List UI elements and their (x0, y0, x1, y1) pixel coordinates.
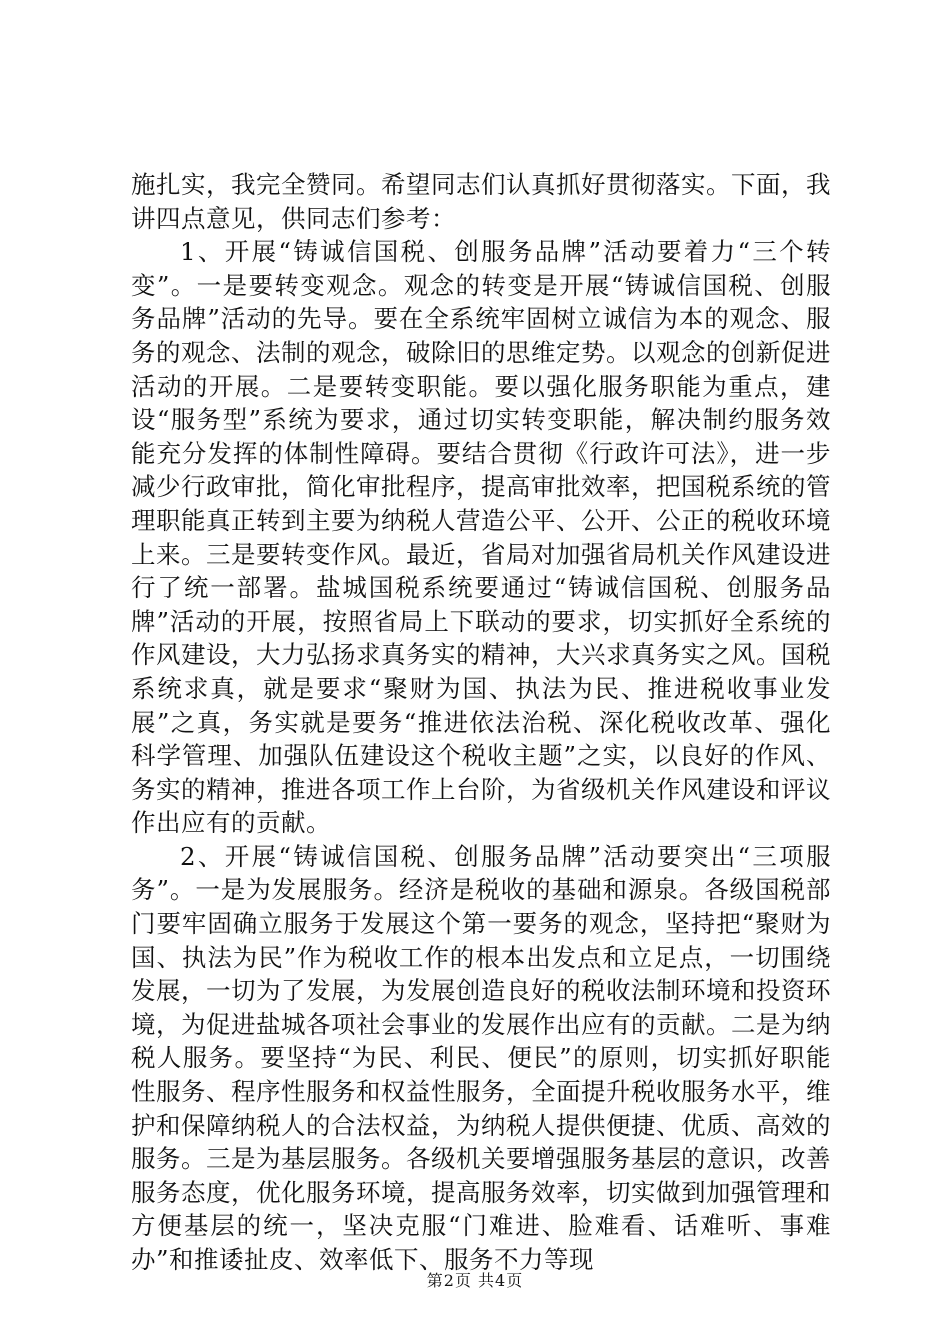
paragraph-continuation: 施扎实，我完全赞同。希望同志们认真抓好贯彻落实。下面，我讲四点意见，供同志们参考： (131, 170, 831, 233)
page-footer (0, 1271, 950, 1291)
page-number: 第2页 共4页 (426, 1271, 524, 1290)
document-body (131, 168, 831, 1277)
paragraph-point-1: 1、开展“铸诚信国税、创服务品牌”活动要着力“三个转变”。一是要转变观念。观念的转变是开展“铸诚信国税、创服务品牌”活动的先导。要在全系统牢固树立诚信为本的观念、服务的观念、法制的观念，破除旧的思维定势。以观念的创新促进活动的开展。二是要转变职能。要以强化服务职能为重点，建设“服务型”系统为要求，通过切实转变职能，解决制约服务效能充分发挥的体制性障碍。要结合贯彻《行政许可法》，进一步减少行政审批，简化审批程序，提高审批效率，把国税系统的管理职能真正转到主要为纳税人营造公平、公开、公正的税收环境上来。三是要转变作风。最近，省局对加强省局机关作风建设进行了统一部署。盐城国税系统要通过“铸诚信国税、创服务品牌”活动的开展，按照省局上下联动的要求，切实抓好全系统的作风建设，大力弘扬求真务实的精神，大兴求真务实之风。国税系统求真，就是要求“聚财为国、执法为民、推进税收事业发展”之真，务实就是要务“推进依法治税、深化税收改革、强化科学管理、加强队伍建设这个税收主题”之实，以良好的作风、务实的精神，推进各项工作上台阶，为省级机关作风建设和评议作出应有的贡献。 (131, 237, 831, 838)
paragraph-point-2: 2、开展“铸诚信国税、创服务品牌”活动要突出“三项服务”。一是为发展服务。经济是税收的基础和源泉。各级国税部门要牢固确立服务于发展这个第一要务的观念，坚持把“聚财为国、执法为民”作为税收工作的根本出发点和立足点，一切围绕发展，一切为了发展，为发展创造良好的税收法制环境和投资环境，为促进盐城各项社会事业的发展作出应有的贡献。二是为纳税人服务。要坚持“为民、利民、便民”的原则，切实抓好职能性服务、程序性服务和权益性服务，全面提升税收服务水平，维护和保障纳税人的合法权益，为纳税人提供便捷、优质、高效的服务。三是为基层服务。各级机关要增强服务基层的意识，改善服务态度，优化服务环境，提高服务效率，切实做到加强管理和方便基层的统一，坚决克服“门难进、脸难看、话难听、事难办”和推诿扯皮、效率低下、服务不力等现 (131, 841, 831, 1274)
